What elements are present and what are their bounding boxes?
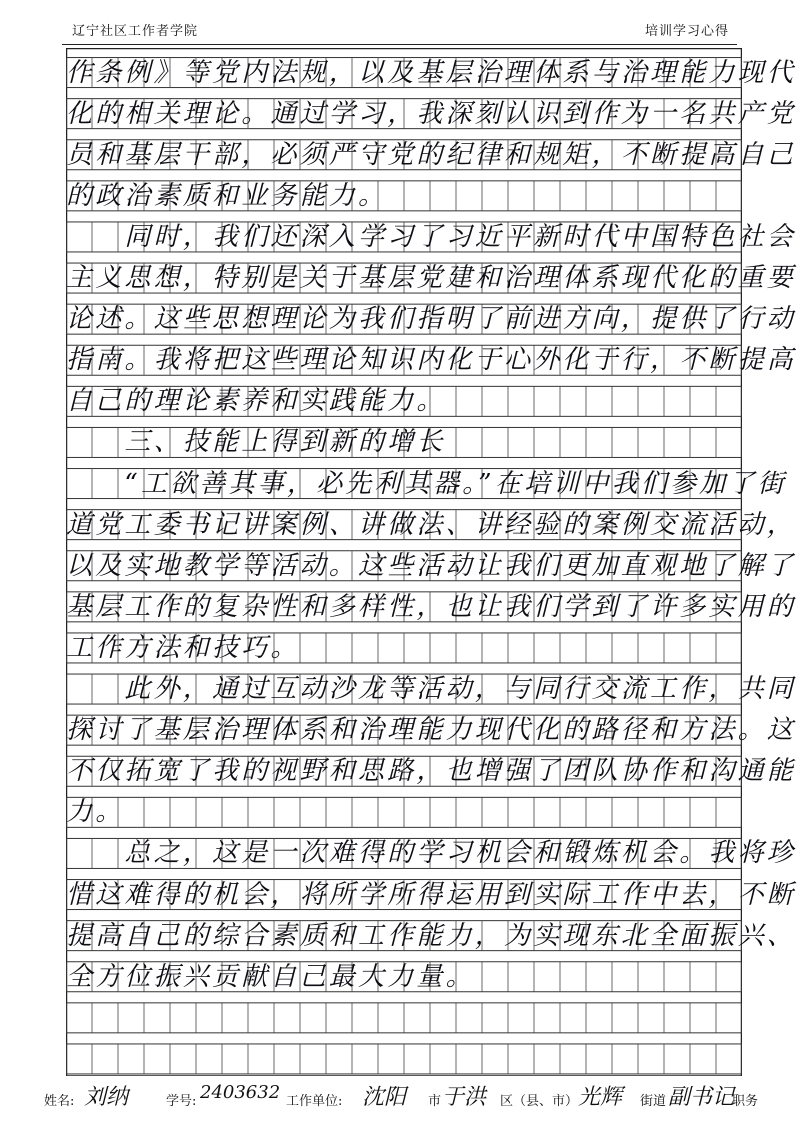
post-value: 副书记 (668, 1085, 735, 1110)
text-line: 员和基层干部，必须严守党的纪律和规矩，不断提高自己 (66, 139, 797, 170)
institute-name: 辽宁社区工作者学院 (72, 24, 199, 39)
city-value: 沈阳 (362, 1085, 407, 1110)
text-line: 指南。我将把这些理论知识内化于心外化于行，不断提高 (66, 345, 797, 376)
street-label: 街道 (640, 1094, 667, 1109)
text-line: 力。 (66, 797, 125, 828)
text-line: 以及实地教学等活动。这些活动让我们更加直观地了解了 (66, 550, 797, 581)
city-label: 市 (428, 1094, 442, 1109)
unit-label: 工作单位: (286, 1094, 343, 1109)
grid-paper (66, 48, 797, 1076)
text-line: 自己的理论素养和实践能力。 (66, 386, 446, 417)
text-line: 惜这难得的机会，将所学所得运用到实际工作中去，不断 (66, 879, 797, 910)
text-line: 主义思想，特别是关于基层党建和治理体系现代化的重要 (66, 263, 797, 294)
text-line: 三、技能上得到新的增长 (66, 427, 446, 458)
text-line: 全方位振兴贡献自己最大力量。 (66, 961, 475, 992)
text-line: 道党工委书记讲案例、讲做法、讲经验的案例交流活动， (66, 509, 797, 540)
text-line (66, 1003, 742, 1033)
text-line: 工作方法和技巧。 (66, 632, 300, 663)
document-type: 培训学习心得 (644, 24, 729, 39)
text-line: 同时，我们还深入学习了习近平新时代中国特色社会 (66, 221, 797, 252)
page-header (62, 14, 737, 42)
text-line: 作条例》等党内法规，以及基层治理体系与治理能力现代 (66, 57, 797, 88)
name-label: 姓名: (44, 1094, 75, 1109)
text-line: 不仅拓宽了我的视野和思路，也增强了团队协作和沟通能 (66, 756, 797, 787)
text-line: 化的相关理论。通过学习，我深刻认识到作为一名共产党 (66, 98, 797, 129)
header-rule (62, 44, 737, 45)
text-line: 基层工作的复杂性和多样性，也让我们学到了许多实用的 (66, 591, 797, 622)
text-line: 论述。这些思想理论为我们指明了前进方向，提供了行动 (66, 304, 797, 335)
district-value: 于洪 (442, 1085, 487, 1110)
signature-footer (40, 1082, 760, 1112)
id-label: 学号: (166, 1094, 197, 1109)
text-line: 总之，这是一次难得的学习机会和锻炼机会。我将珍 (66, 838, 797, 869)
text-line: 提高自己的综合素质和工作能力，为实现东北全面振兴、 (66, 920, 797, 951)
id-value: 2403632 (200, 1082, 281, 1103)
street-value: 光辉 (578, 1085, 623, 1110)
name-value: 刘纳 (84, 1085, 129, 1110)
text-line: “工欲善其事，必先利其器。”在培训中我们参加了街 (66, 468, 787, 499)
text-line: 的政治素质和业务能力。 (66, 180, 388, 211)
district-label: 区（县、市） (500, 1094, 579, 1109)
post-label: 职务 (732, 1094, 759, 1109)
text-line (66, 1044, 742, 1074)
text-line: 探讨了基层治理体系和治理能力现代化的路径和方法。这 (66, 715, 797, 746)
text-line: 此外，通过互动沙龙等活动，与同行交流工作，共同 (66, 674, 797, 705)
